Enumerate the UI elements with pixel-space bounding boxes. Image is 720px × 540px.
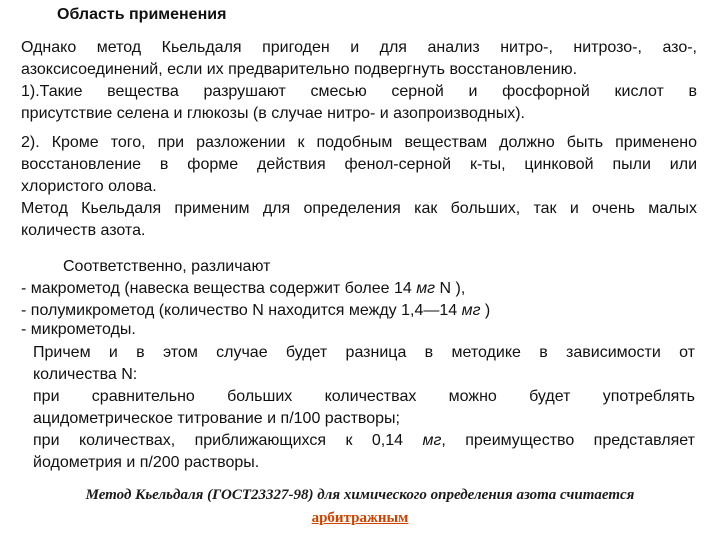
text-line: 1).Такие вещества разрушают смесью серной и фосфорной кислот в xyxy=(21,83,697,100)
footer-highlight-link[interactable]: арбитражным xyxy=(311,510,409,526)
footer-statement: Метод Кьельдаля (ГОСТ23327-98) для химического определения азота считается xyxy=(85,487,635,503)
paragraph-reduction xyxy=(21,132,697,242)
text-line: ацидометрическое титрование и п/100 растворы; xyxy=(33,410,400,427)
text-line: йодометрия и п/200 растворы. xyxy=(33,454,260,471)
section-title: Область применения xyxy=(57,6,227,23)
text-line: Причем и в этом случае будет разница в методике в зависимости от xyxy=(33,344,695,361)
text-line: Однако метод Кьельдаля пригоден и для анализ нитро-, нитрозо-, азо-, xyxy=(21,39,697,56)
text-line: азоксисоединений, если их предварительно подвергнуть восстановлению. xyxy=(21,61,578,78)
paragraph-quantity-dependence xyxy=(33,342,695,474)
text-line: количества N: xyxy=(33,366,138,383)
text-line: количеств азота. xyxy=(21,222,146,239)
text-line: восстановление в форме действия фенол-серной к-ты, цинковой пыли или xyxy=(21,156,697,173)
text-line: Метод Кьельдаля применим для определения как больших, так и очень малых xyxy=(21,200,697,217)
text-line: при сравнительно больших количествах можно будет употреблять xyxy=(33,388,695,405)
text-line: хлористого олова. xyxy=(21,178,157,195)
text-line: присутствие селена и глюкозы (в случае нитро- и азопроизводных). xyxy=(21,105,525,122)
text-line: Соответственно, различают xyxy=(63,258,271,275)
paragraph-method-types xyxy=(21,256,697,322)
list-item-semimicro: - полумикрометод (количество N находится между 1,4—14 мг ) xyxy=(21,302,491,319)
text-line: при количествах, приближающихся к 0,14 мг, преимущество представляет xyxy=(33,432,695,449)
list-item-macro: - макрометод (навеска вещества содержит более 14 мг N ), xyxy=(21,280,466,297)
text-line: 2). Кроме того, при разложении к подобным веществам должно быть применено xyxy=(21,134,697,151)
list-item-micro: - микрометоды. xyxy=(21,321,136,338)
paragraph-applicability xyxy=(21,37,697,125)
